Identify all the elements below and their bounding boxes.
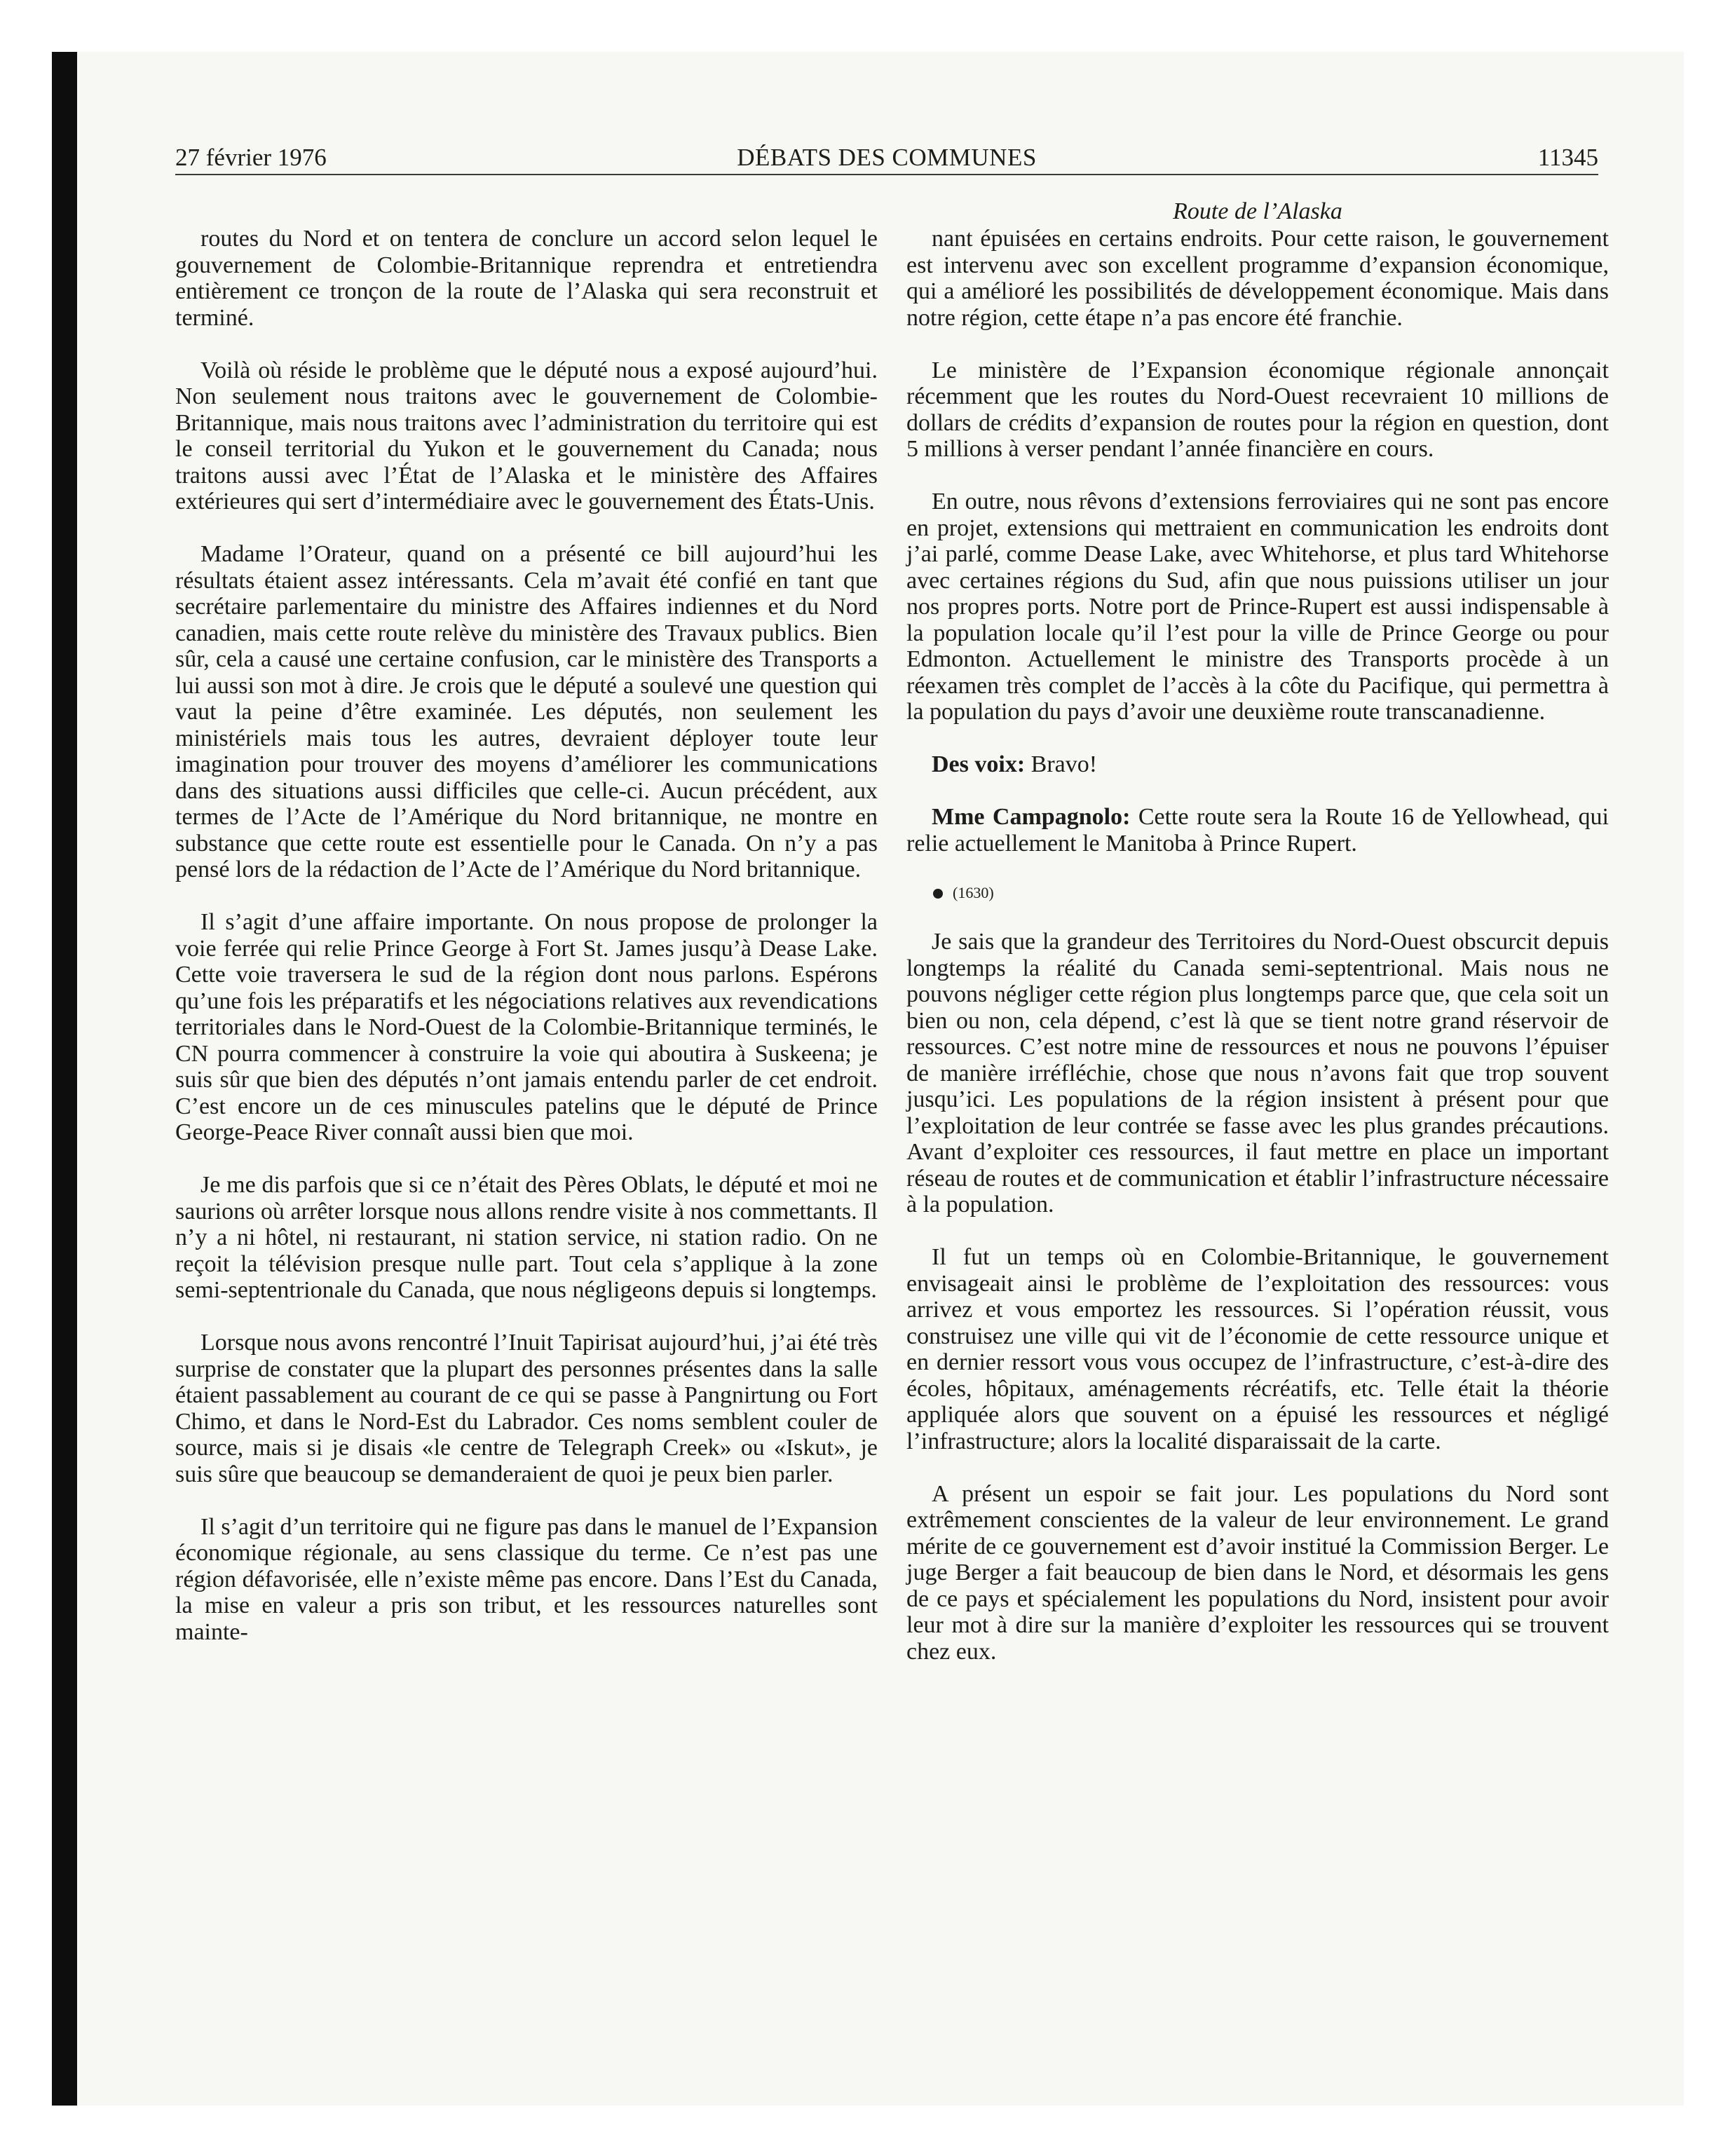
- paragraph: Il s’agit d’une affaire importante. On nous propose de prolonger la voie ferrée qui relie Prince George à Fort St. James jusqu’à Dease Lake. Cette voie traversera le sud de la région dont nous parlons. Espérons qu’une fois les préparatifs et les négociations relatives aux revendications territoriales dans le Nord-Ouest de la Colombie-Britannique terminés, le CN pourra commencer à construire la voie qui aboutira à Suskeena; je suis sûr que bien des députés n’ont jamais entendu parler de cet endroit. C’est encore un de ces minuscules patelins que le député de Prince George-Peace River connaît aussi bien que moi.: [175, 909, 878, 1145]
- paragraph: Je sais que la grandeur des Territoires du Nord-Ouest obscurcit depuis longtemps la réalité du Canada semi-septentrional. Mais nous ne pouvons négliger cette région plus longtemps parce que, que cela soit un bien ou non, cela dépend, c’est là que se tient notre grand réservoir de ressources. C’est notre mine de ressources et nous ne pouvons l’épuiser de manière irréfléchie, chose que nous n’avons fait que trop souvent jusqu’ici. Les populations de la région insistent à présent pour que l’exploitation de leur contrée se fasse avec les plus grandes précautions. Avant d’exploiter ces ressources, il faut mettre en place un important réseau de routes et de communication et établir l’infrastructure nécessaire à la population.: [906, 929, 1609, 1217]
- paragraph: Madame l’Orateur, quand on a présenté ce bill aujourd’hui les résultats étaient assez intéressants. Cela m’avait été confié en tant que secrétaire parlementaire du ministre des Affaires indiennes et du Nord canadien, mais cette route relève du ministère des Travaux publics. Bien sûr, cela a causé une certaine confusion, car le ministère des Transports a lui aussi son mot à dire. Je crois que le député a soulevé une question qui vaut la peine d’être examinée. Les députés, non seulement les ministériels mais tous les autres, devraient déployer toute leur imagination pour trouver des moyens d’améliorer les communications dans des situations aussi difficiles que celle-ci. Aucun précédent, aux termes de l’Acte de l’Amérique du Nord britannique, ne montre en substance que cette route est essentielle pour le Canada. On n’y a pas pensé lors de la rédaction de l’Acte de l’Amérique du Nord britannique.: [175, 541, 878, 882]
- speech-text: Cette route sera la Route 16 de Yellowhead, qui relie actuellement le Manitoba à Prince Rupert.: [906, 804, 1610, 857]
- header-date: 27 février 1976: [175, 144, 327, 171]
- paragraph: nant épuisées en certains endroits. Pour cette raison, le gouvernement est intervenu avec son excellent programme d’expansion économique, qui a amélioré les possibilités de développement économique. Mais dans notre région, cette étape n’a pas encore été franchie.: [906, 226, 1609, 331]
- left-column: [175, 226, 878, 1672]
- paragraph: Il s’agit d’un territoire qui ne figure pas dans le manuel de l’Expansion économique régionale, au sens classique du terme. Ce n’est pas une région défavorisée, elle n’existe même pas encore. Dans l’Est du Canada, la mise en valeur a pris son tribut, et les ressources naturelles sont mainte-: [175, 1513, 878, 1645]
- right-column: [906, 198, 1609, 1691]
- paragraph: Le ministère de l’Expansion économique régionale annonçait récemment que les routes du Nord-Ouest recevraient 10 millions de dollars de crédits d’expansion de routes pour la région en question, dont 5 millions à verser pendant l’année financière en cours.: [906, 357, 1609, 462]
- paragraph: Voilà où réside le problème que le député nous a exposé aujourd’hui. Non seulement nous traitons avec le gouvernement de Colombie-Britannique, mais nous traitons avec l’administration du territoire qui est le conseil territorial du Yukon et le gouvernement du Canada; nous traitons aussi avec l’État de l’Alaska et le ministère des Affaires extérieures qui sert d’intermédiaire avec le gouvernement des États-Unis.: [175, 357, 878, 514]
- time-marker: [906, 883, 1609, 903]
- header-publication-title: DÉBATS DES COMMUNES: [737, 144, 1037, 171]
- interjection-text: Bravo!: [1025, 751, 1098, 777]
- bullet-icon: [933, 889, 943, 899]
- speech: [906, 804, 1609, 857]
- paragraph: En outre, nous rêvons d’extensions ferroviaires qui ne sont pas encore en projet, extensions qui mettraient en communication les endroits dont j’ai parlé, comme Dease Lake, avec Whitehorse, et plus tard Whitehorse avec certaines régions du Sud, afin que nous puissions utiliser un jour nos propres ports. Notre port de Prince-Rupert est aussi indispensable à la population locale qu’il l’est pour la ville de Prince George ou pour Edmonton. Actuellement le ministre des Transports procède à un réexamen très complet de l’accès à la côte du Pacifique, qui permettra à la population du pays d’avoir une deuxième route transcanadienne.: [906, 489, 1609, 725]
- paragraph: Je me dis parfois que si ce n’était des Pères Oblats, le député et moi ne saurions où arrêter lorsque nous allons rendre visite à nos commettants. Il n’y a ni hôtel, ni restaurant, ni station service, ni station radio. On ne reçoit la télévision presque nulle part. Tout cela s’applique à la zone semi-septentrionale du Canada, que nous négligeons depuis si longtemps.: [175, 1172, 878, 1303]
- speaker-name: Des voix:: [932, 751, 1026, 777]
- paragraph: routes du Nord et on tentera de conclure un accord selon lequel le gouvernement de Colombie-Britannique reprendra et entretiendra entièrement ce tronçon de la route de l’Alaska qui sera reconstruit et terminé.: [175, 226, 878, 331]
- paragraph: Lorsque nous avons rencontré l’Inuit Tapirisat aujourd’hui, j’ai été très surprise de constater que la plupart des personnes présentes dans la salle étaient passablement au courant de ce qui se passe à Pangnirtung ou Fort Chimo, et dans le Nord-Est du Labrador. Ces noms semblent couler de source, mais si je disais «le centre de Telegraph Creek» ou «Iskut», je suis sûre que beaucoup se demanderaient de quoi je peux bien parler.: [175, 1330, 878, 1487]
- binding-edge: [52, 52, 77, 2106]
- time-marker-text: (1630): [953, 883, 994, 901]
- header-rule: [175, 174, 1598, 175]
- section-title: Route de l’Alaska: [1173, 198, 1342, 224]
- header-page-number: 11345: [1537, 144, 1598, 171]
- interjection: [906, 751, 1609, 778]
- paragraph: Il fut un temps où en Colombie-Britannique, le gouvernement envisageait ainsi le problème de l’exploitation des ressources: vous arrivez et vous emportez les ressources. Si l’opération réussit, vous construisez une ville qui vit de l’économie de cette ressource unique et en dernier ressort vous vous occupez de l’infrastructure, c’est-à-dire des écoles, hôpitaux, aménagements récréatifs, etc. Telle était la théorie appliquée alors que souvent on a épuisé les ressources et négligé l’infrastructure; alors la localité disparaissait de la carte.: [906, 1244, 1609, 1454]
- speaker-name: Mme Campagnolo:: [932, 804, 1131, 830]
- paragraph: A présent un espoir se fait jour. Les populations du Nord sont extrêmement conscientes de la valeur de leur environnement. Le grand mérite de ce gouvernement est d’avoir institué la Commission Berger. Le juge Berger a fait beaucoup de bien dans le Nord, et désormais les gens de ce pays et spécialement les populations du Nord, insistent pour avoir leur mot à dire sur la manière d’exploiter les ressources qui se trouvent chez eux.: [906, 1480, 1609, 1665]
- running-head: [175, 142, 1598, 174]
